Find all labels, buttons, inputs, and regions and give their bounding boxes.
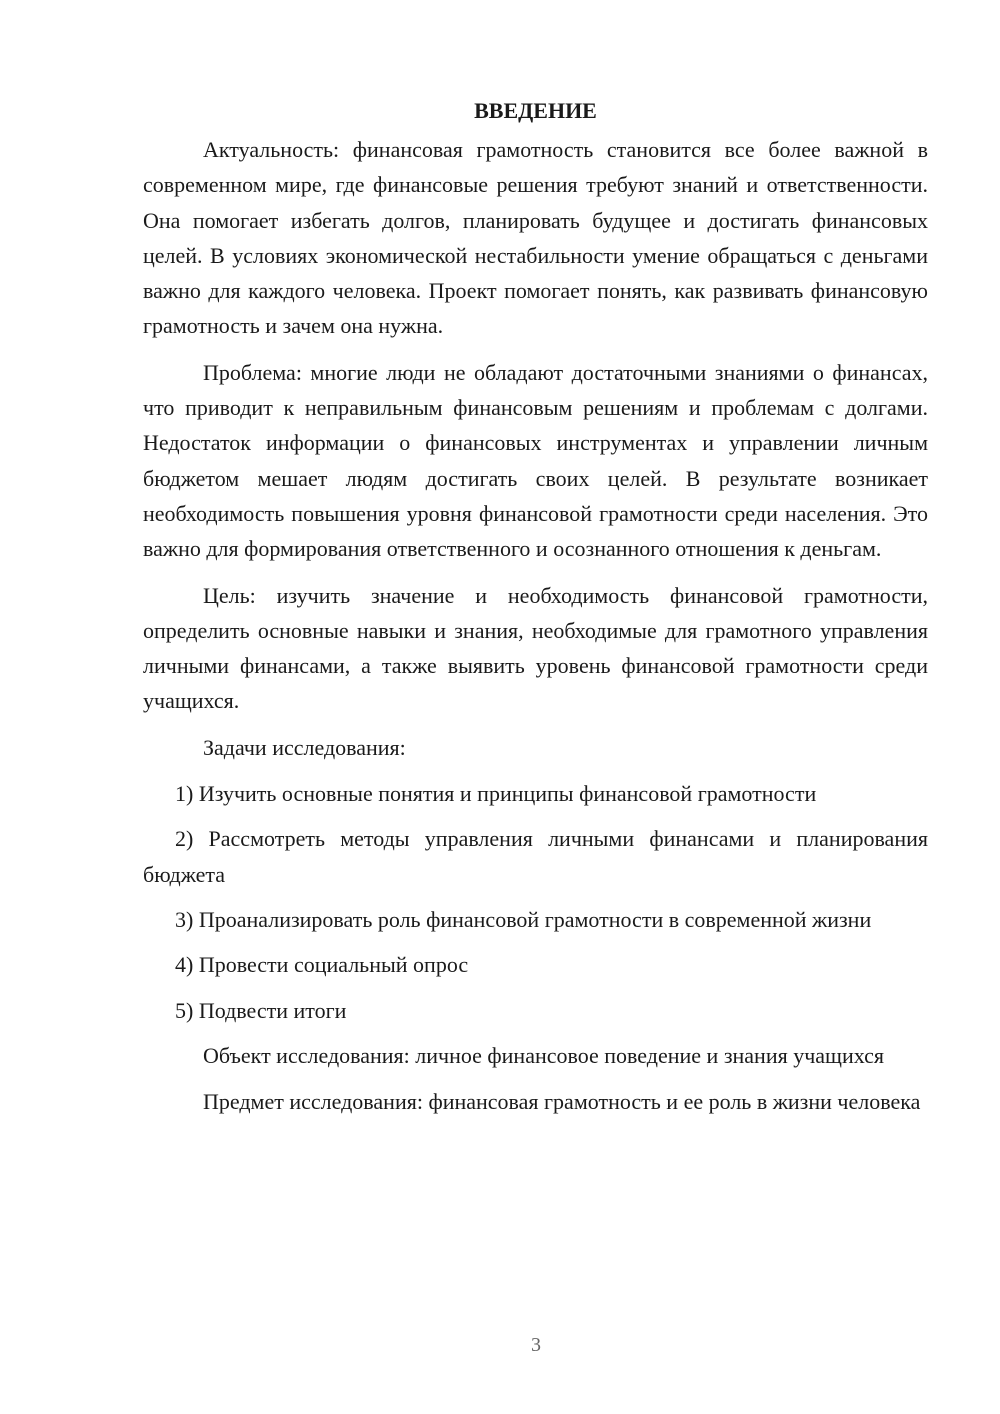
- task-item-4: 4) Провести социальный опрос: [175, 952, 469, 978]
- section-heading: ВВЕДЕНИЕ: [474, 98, 597, 123]
- task-item-3: 3) Проанализировать роль финансовой грамотности в современной жизни: [175, 906, 872, 932]
- task-item-1: 1) Изучить основные понятия и принципы финансовой грамотности: [175, 781, 817, 807]
- goal-paragraph: Цель: изучить значение и необходимость финансовой грамотности, определить основные навыки и знания, необходимые для грамотного управления личными финансами, а также выявить уровень финансовой грамотности среди учащихся.: [143, 582, 928, 714]
- page-number: 3: [531, 1334, 541, 1356]
- relevance-paragraph: Актуальность: финансовая грамотность становится все более важной в современном мире, где финансовые решения требуют знаний и ответственности. Она помогает избегать долгов, планировать будущее и достигать финансовых целей. В условиях экономической нестабильности умение обращаться с деньгами важно для каждого человека. Проект помогает понять, как развивать финансовую грамотность и зачем она нужна.: [143, 137, 928, 339]
- object-paragraph: Объект исследования: личное финансовое поведение и знания учащихся: [203, 1042, 885, 1068]
- task-item-2: 2) Рассмотреть методы управления личными финансами и планирования бюджета: [143, 826, 928, 887]
- task-item-5: 5) Подвести итоги: [175, 997, 347, 1023]
- problem-paragraph: Проблема: многие люди не обладают достаточными знаниями о финансах, что приводит к неправильным финансовым решениям и проблемам с долгами. Недостаток информации о финансовых инструментах и управлении личным бюджетом мешает людям достигать своих целей. В результате возникает необходимость повышения уровня финансовой грамотности среди населения. Это важно для формирования ответственного и осознанного отношения к деньгам.: [143, 359, 928, 562]
- document-page: [143, 96, 928, 1130]
- subject-paragraph: Предмет исследования: финансовая грамотность и ее роль в жизни человека: [203, 1089, 921, 1115]
- tasks-intro: Задачи исследования:: [203, 734, 406, 760]
